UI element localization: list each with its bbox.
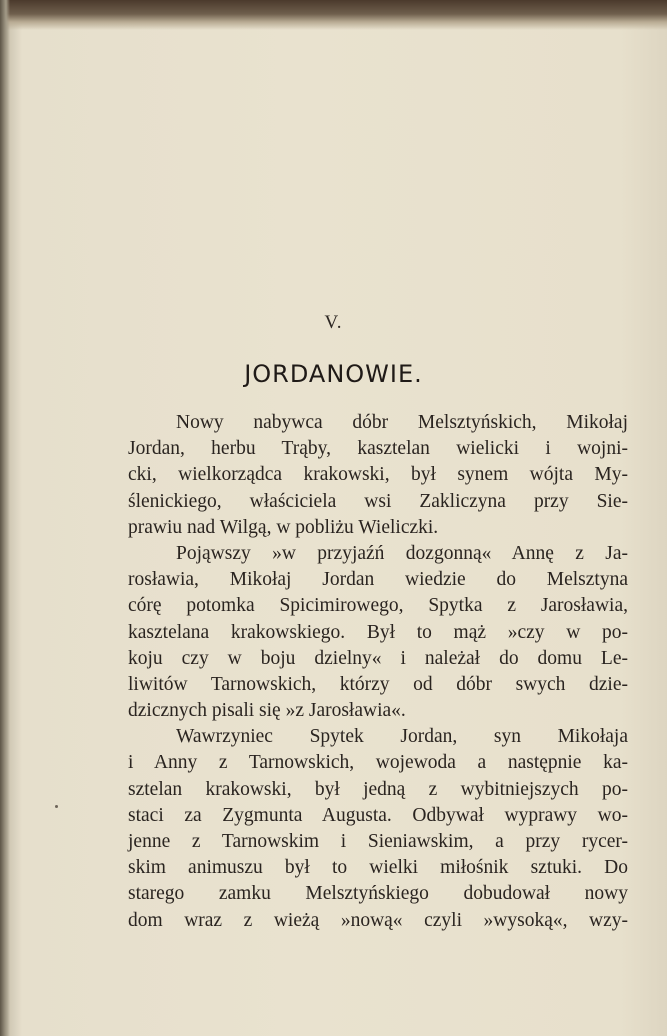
text-line: dom wraz z wieżą »nową« czyli »wysoką«, wzy- [128, 909, 628, 931]
text-line: starego zamku Melsztyńskiego dobudował nowy [128, 883, 628, 905]
body-text [128, 410, 628, 934]
text-line: córę potomka Spicimirowego, Spytka z Jarosławia, [128, 595, 628, 617]
text-line: dzicznych pisali się »z Jarosławia«. [128, 700, 406, 722]
text-line: liwitów Tarnowskich, którzy od dóbr swych dzie- [128, 673, 628, 695]
text-line: skim animuszu był to wielki miłośnik sztuki. Do [128, 857, 628, 879]
text-line: Nowy nabywca dóbr Melsztyńskich, Mikołaj [176, 412, 628, 433]
show-through-text [120, 120, 640, 380]
text-line: rosławia, Mikołaj Jordan wiedzie do Melsztyna [128, 569, 628, 591]
chapter-title: JORDANOWIE. [244, 360, 423, 388]
text-line: ślenickiego, właściciela wsi Zakliczyna przy Sie- [128, 490, 628, 512]
page-top-edge [0, 0, 667, 30]
text-line: kasztelana krakowskiego. Był to mąż »czy w po- [128, 621, 628, 643]
text-line: Jordan, herbu Trąby, kasztelan wielicki i wojni- [128, 438, 628, 460]
text-line: sztelan krakowski, był jedną z wybitniejszych po- [128, 778, 628, 800]
chapter-number: V. [324, 312, 343, 333]
text-line: staci za Zygmunta Augusta. Odbywał wyprawy wo- [128, 804, 628, 826]
text-line: jenne z Tarnowskim i Sieniawskim, a przy rycer- [128, 831, 628, 852]
text-line: Wawrzyniec Spytek Jordan, syn Mikołaja [176, 726, 628, 748]
text-line: prawiu nad Wilgą, w pobliżu Wieliczki. [128, 516, 439, 538]
paper-speck [55, 805, 58, 808]
text-line: Pojąwszy »w przyjaźń dozgonną« Annę z Ja- [176, 542, 628, 564]
page-spine-edge [0, 0, 10, 1036]
text-line: koju czy w boju dzielny« i należał do domu Le- [128, 647, 628, 669]
text-line: i Anny z Tarnowskich, wojewoda a następnie ka- [128, 752, 628, 774]
text-line: cki, wielkorządca krakowski, był synem wójta My- [128, 464, 628, 486]
